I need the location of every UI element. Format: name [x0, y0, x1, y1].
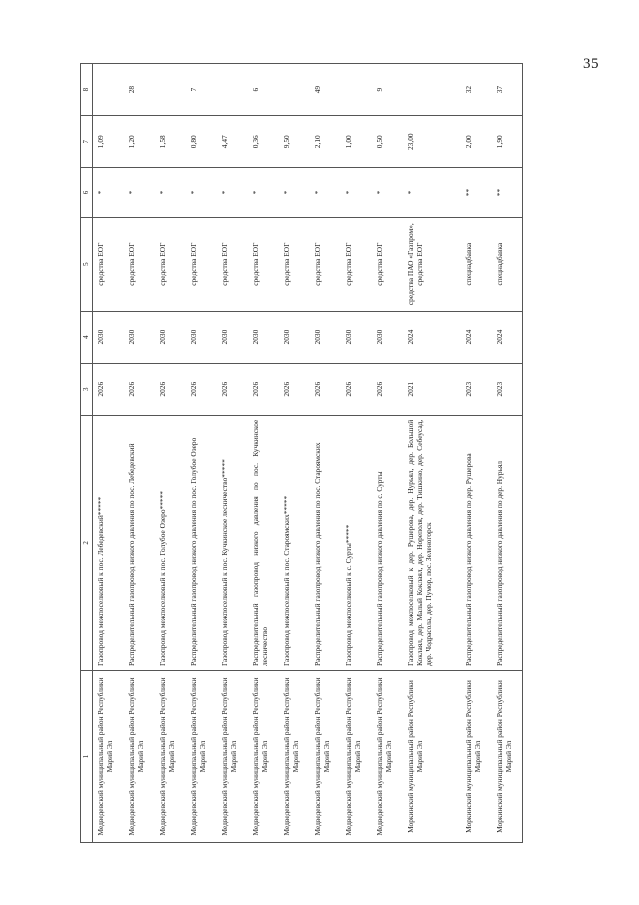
length-cell: 1,58 [154, 115, 185, 167]
end-year-cell: 2030 [185, 311, 216, 363]
district-cell: Медведевский муниципальный район Республики Марий Эл [371, 670, 402, 842]
header-row [80, 63, 92, 842]
header-cell: 7 [80, 115, 92, 167]
marker-cell: * [92, 167, 123, 217]
end-year-cell: 2030 [123, 311, 154, 363]
start-year-cell: 2026 [247, 363, 278, 415]
object-cell: Распределительный газопровод низкого давления по пос. Кучкинское лесничество [247, 415, 278, 670]
end-year-cell: 2030 [216, 311, 247, 363]
object-cell: Газопровод межпоселковый к пос. Лебедевский***** [92, 415, 123, 670]
end-year-cell: 2030 [247, 311, 278, 363]
funding-cell: средства ЕОГ [278, 217, 309, 311]
length-cell: 9,50 [278, 115, 309, 167]
start-year-cell: 2026 [185, 363, 216, 415]
start-year-cell: 2023 [460, 363, 491, 415]
district-cell: Медведевский муниципальный район Республики Марий Эл [340, 670, 371, 842]
funding-cell: средства ЕОГ [340, 217, 371, 311]
marker-cell: ** [460, 167, 491, 217]
table-row [402, 63, 460, 842]
funding-cell: средства ЕОГ [216, 217, 247, 311]
district-cell: Моркинский муниципальный район Республики Марий Эл [460, 670, 491, 842]
marker-cell: * [185, 167, 216, 217]
count-cell [402, 63, 460, 115]
district-cell: Моркинский муниципальный район Республики Марий Эл [491, 670, 522, 842]
header-cell: 3 [80, 363, 92, 415]
length-cell: 23,00 [402, 115, 460, 167]
count-cell: 49 [309, 63, 340, 115]
district-cell: Медведевский муниципальный район Республики Марий Эл [278, 670, 309, 842]
funding-cell: средства ЕОГ [309, 217, 340, 311]
length-cell: 1,20 [123, 115, 154, 167]
gas-pipeline-table [80, 63, 523, 843]
start-year-cell: 2026 [278, 363, 309, 415]
count-cell: 28 [123, 63, 154, 115]
table-row [92, 63, 123, 842]
count-cell [278, 63, 309, 115]
end-year-cell: 2024 [460, 311, 491, 363]
length-cell: 0,50 [371, 115, 402, 167]
end-year-cell: 2030 [371, 311, 402, 363]
count-cell [216, 63, 247, 115]
object-cell: Газопровод межпоселковый к с. Сурты***** [340, 415, 371, 670]
table-row [278, 63, 309, 842]
table-row [371, 63, 402, 842]
table-row [216, 63, 247, 842]
marker-cell: * [309, 167, 340, 217]
table-row [491, 63, 522, 842]
header-cell: 6 [80, 167, 92, 217]
table-row [309, 63, 340, 842]
table-row [340, 63, 371, 842]
marker-cell: * [216, 167, 247, 217]
funding-cell: средства ЕОГ [123, 217, 154, 311]
length-cell: 2,00 [460, 115, 491, 167]
start-year-cell: 2026 [123, 363, 154, 415]
table-row [123, 63, 154, 842]
rotated-table-container [80, 63, 560, 843]
end-year-cell: 2024 [402, 311, 460, 363]
marker-cell: * [371, 167, 402, 217]
marker-cell: * [154, 167, 185, 217]
object-cell: Газопровод межпоселковый к пос. Староямских***** [278, 415, 309, 670]
object-cell: Распределительный газопровод низкого давления по пос. Голубое Озеро [185, 415, 216, 670]
object-cell: Газопровод межпоселковый к дер. Рушерова, дер. Нурьял, дер. Большой Коклаял, дер. Малый Коклаял, дер. Нореполя, дер. Тишкино, дер. Себеусад, дер. Чодрасола, дер. Пумор, пос. Зеленогорск [402, 415, 460, 670]
end-year-cell: 2030 [278, 311, 309, 363]
funding-cell: средства ЕОГ [185, 217, 216, 311]
start-year-cell: 2023 [491, 363, 522, 415]
marker-cell: * [247, 167, 278, 217]
start-year-cell: 2026 [309, 363, 340, 415]
length-cell: 1,00 [340, 115, 371, 167]
length-cell: 1,09 [92, 115, 123, 167]
funding-cell: средства ЕОГ [92, 217, 123, 311]
object-cell: Распределительный газопровод низкого давления по пос. Староямских [309, 415, 340, 670]
header-cell: 8 [80, 63, 92, 115]
marker-cell: * [278, 167, 309, 217]
count-cell [92, 63, 123, 115]
funding-cell: спецнадбавка [460, 217, 491, 311]
marker-cell: * [340, 167, 371, 217]
object-cell: Газопровод межпоселковый к пос. Кучкинское лесничество***** [216, 415, 247, 670]
header-cell: 5 [80, 217, 92, 311]
length-cell: 4,47 [216, 115, 247, 167]
funding-cell: средства ЕОГ [371, 217, 402, 311]
count-cell: 37 [491, 63, 522, 115]
end-year-cell: 2030 [154, 311, 185, 363]
district-cell: Медведевский муниципальный район Республики Марий Эл [123, 670, 154, 842]
end-year-cell: 2030 [92, 311, 123, 363]
header-cell: 1 [80, 670, 92, 842]
count-cell: 32 [460, 63, 491, 115]
end-year-cell: 2024 [491, 311, 522, 363]
page-number: 35 [583, 56, 599, 72]
object-cell: Распределительный газопровод низкого давления по пос. Лебедевский [123, 415, 154, 670]
count-cell [154, 63, 185, 115]
funding-cell: спецнадбавка [491, 217, 522, 311]
end-year-cell: 2030 [340, 311, 371, 363]
start-year-cell: 2021 [402, 363, 460, 415]
district-cell: Медведевский муниципальный район Республики Марий Эл [247, 670, 278, 842]
table-row [247, 63, 278, 842]
district-cell: Медведевский муниципальный район Республики Марий Эл [309, 670, 340, 842]
start-year-cell: 2026 [92, 363, 123, 415]
object-cell: Газопровод межпоселковый к пос. Голубое Озеро***** [154, 415, 185, 670]
table-body [92, 63, 522, 842]
funding-cell: средства ЕОГ [247, 217, 278, 311]
start-year-cell: 2026 [216, 363, 247, 415]
count-cell: 9 [371, 63, 402, 115]
marker-cell: * [123, 167, 154, 217]
length-cell: 2,10 [309, 115, 340, 167]
length-cell: 0,36 [247, 115, 278, 167]
district-cell: Медведевский муниципальный район Республики Марий Эл [92, 670, 123, 842]
count-cell: 7 [185, 63, 216, 115]
district-cell: Моркинский муниципальный район Республики Марий Эл [402, 670, 460, 842]
object-cell: Распределительный газопровод низкого давления по дер. Нурьял [491, 415, 522, 670]
header-cell: 2 [80, 415, 92, 670]
count-cell [340, 63, 371, 115]
table-header [80, 63, 92, 842]
funding-cell: средства ПАО «Газпром», средства ЕОГ [402, 217, 460, 311]
table-row [460, 63, 491, 842]
marker-cell: ** [491, 167, 522, 217]
district-cell: Медведевский муниципальный район Республики Марий Эл [154, 670, 185, 842]
object-cell: Распределительный газопровод низкого давления по с. Сурты [371, 415, 402, 670]
object-cell: Распределительный газопровод низкого давления по дер. Рушерова [460, 415, 491, 670]
start-year-cell: 2026 [340, 363, 371, 415]
end-year-cell: 2030 [309, 311, 340, 363]
header-cell: 4 [80, 311, 92, 363]
start-year-cell: 2026 [154, 363, 185, 415]
district-cell: Медведевский муниципальный район Республики Марий Эл [185, 670, 216, 842]
marker-cell: * [402, 167, 460, 217]
funding-cell: средства ЕОГ [154, 217, 185, 311]
length-cell: 0,80 [185, 115, 216, 167]
district-cell: Медведевский муниципальный район Республики Марий Эл [216, 670, 247, 842]
count-cell: 6 [247, 63, 278, 115]
start-year-cell: 2026 [371, 363, 402, 415]
table-row [154, 63, 185, 842]
table-row [185, 63, 216, 842]
length-cell: 1,90 [491, 115, 522, 167]
